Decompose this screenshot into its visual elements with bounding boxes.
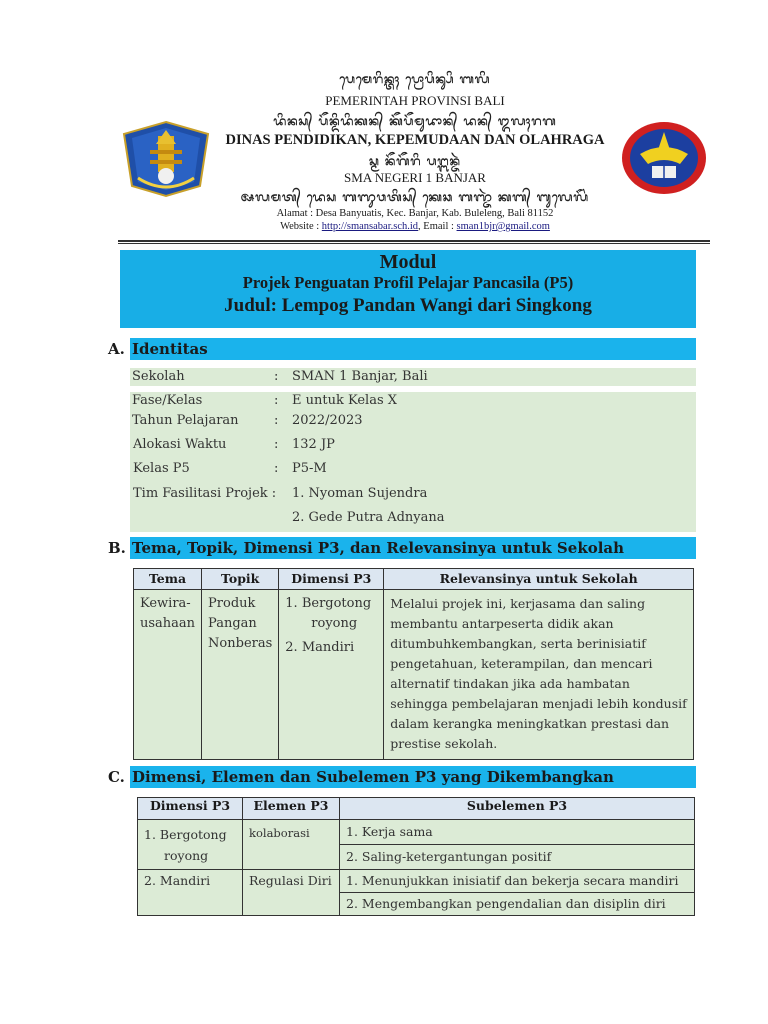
section-c-title: Dimensi, Elemen dan Subelemen P3 yang Dikembangkan <box>130 766 696 788</box>
dimensi-item-cont: royong <box>311 616 358 631</box>
letterhead-rule-thin <box>118 243 710 244</box>
header-relevansi: Relevansinya untuk Sekolah <box>384 569 694 590</box>
tema-line: usahaan <box>140 616 196 631</box>
section-c-header <box>108 766 696 788</box>
balinese-script-line-4: ᬅᬮᬫᬢ᭄ ᬤᬾᬲ ᬩᬜᬸᬯᬢᬶᬲ᭄ ᬓᬾᬘ ᬩᬜ᭄ᬚᬃ ᬓᬩ᭄ ᬩᬸᬮᬾᬮᭂᬂ <box>240 190 590 204</box>
topik-line: Pangan <box>208 616 257 631</box>
header-topik: Topik <box>202 569 279 590</box>
table-row <box>138 820 695 845</box>
tema-table-header <box>134 569 694 590</box>
cell-subelemen: 2. Saling-ketergantungan positif <box>340 845 695 870</box>
label-fase-kelas: Fase/Kelas <box>132 393 203 408</box>
table-row <box>138 870 695 893</box>
module-title-box <box>120 250 696 328</box>
department-name: DINAS PENDIDIKAN, KEPEMUDAAN DAN OLAHRAGA <box>225 132 605 148</box>
website-link[interactable]: http://smansabar.sch.id <box>321 221 419 232</box>
colon: : <box>274 369 279 384</box>
label-tim-fasilitasi: Tim Fasilitasi Projek : <box>133 486 277 501</box>
dimensi-line: 1. Bergotong <box>144 827 227 842</box>
section-c-letter: C. <box>108 768 125 786</box>
bali-province-logo <box>120 120 212 198</box>
colon: : <box>274 413 279 428</box>
section-b-title: Tema, Topik, Dimensi P3, dan Relevansinya untuk Sekolah <box>130 537 696 559</box>
school-logo <box>620 120 708 196</box>
colon: : <box>274 393 279 408</box>
school-name: SMA NEGERI 1 BANJAR <box>344 170 486 185</box>
topik-line: Nonberas <box>208 636 273 651</box>
cell-dimensi-mandiri: 2. Mandiri <box>138 870 243 916</box>
header-subelemen-p3: Subelemen P3 <box>340 798 695 820</box>
label-alokasi-waktu: Alokasi Waktu <box>133 437 227 452</box>
cell-subelemen: 1. Kerja sama <box>340 820 695 845</box>
value-alokasi-waktu: 132 JP <box>292 437 335 452</box>
balinese-script-line-3: ᬲ᭄ᬫ ᬦᭂᬕᭂᬭᬶ ᬧᬗ᭄ᬩᬦ᭄ᬚᬃ <box>369 154 461 168</box>
dimensi-item: 1. Bergotong <box>285 596 372 611</box>
tema-table <box>133 568 694 760</box>
cell-subelemen: 1. Menunjukkan inisiatif dan bekerja secara mandiri <box>340 870 695 893</box>
letterhead-rule <box>118 240 710 242</box>
identitas-row-alokasi <box>133 437 693 452</box>
section-b-letter: B. <box>108 539 126 557</box>
project-name: Projek Penguatan Profil Pelajar Pancasila (P5) <box>242 273 574 292</box>
section-a-letter: A. <box>108 340 125 358</box>
value-sekolah: SMAN 1 Banjar, Bali <box>292 369 428 384</box>
label-tahun-pelajaran: Tahun Pelajaran <box>132 413 239 428</box>
dimensi-table <box>137 797 695 916</box>
cell-subelemen: 2. Mengembangkan pengendalian dan disiplin diri <box>340 893 695 916</box>
section-a-header <box>108 338 696 360</box>
header-tema: Tema <box>134 569 202 590</box>
module-judul: Judul: Lempog Pandan Wangi dari Singkong <box>224 295 592 316</box>
email-label: , Email : <box>418 221 457 232</box>
dimensi-line: royong <box>164 848 209 863</box>
value-fasilitator-1: 1. Nyoman Sujendra <box>292 486 428 501</box>
cell-elemen-regulasi-diri: Regulasi Diri <box>243 870 340 916</box>
header-elemen-p3: Elemen P3 <box>243 798 340 820</box>
module-heading: Modul <box>379 251 437 273</box>
value-fase-kelas: E untuk Kelas X <box>292 393 397 408</box>
identitas-row-tim <box>133 486 693 501</box>
website-label: Website : <box>280 221 322 232</box>
tema-table-row <box>134 590 694 760</box>
dimensi-item: 2. Mandiri <box>285 640 355 655</box>
cell-dimensi-gotong-royong <box>138 820 243 870</box>
contact-line <box>210 221 620 232</box>
identitas-row-tahun <box>132 413 692 428</box>
colon: : <box>274 437 279 452</box>
colon: : <box>274 461 279 476</box>
header-dimensi: Dimensi P3 <box>279 569 384 590</box>
cell-relevansi: Melalui projek ini, kerjasama dan saling membantu antarpeserta didik akan ditumbuhkembangkan, serta berinisiatif pengetahuan, keterampilan, dan mencari alternatif tindakan jika ada hambatan sehingga pembelajaran menjadi lebih kondusif dalam kerangka meningkatkan prestasi dan prestise sekolah. <box>384 590 694 760</box>
value-fasilitator-2: 2. Gede Putra Adnyana <box>292 510 445 525</box>
cell-tema <box>134 590 202 760</box>
topik-line: Produk <box>208 596 256 611</box>
identitas-row-sekolah <box>132 369 692 384</box>
cell-topik <box>202 590 279 760</box>
cell-dimensi <box>279 590 384 760</box>
identitas-row-kelas-p5 <box>133 461 693 476</box>
balinese-script-line-2: ᬤᬶᬦᬲ᭄ ᬧᭂᬦ᭄ᬤᬶᬤᬶᬓᬦ᭄ ᬓᭂᬧᭂᬫᬸᬤᬵᬦ᭄ ᬤᬦ᭄ ᬑᬮᬄᬭᬕ <box>273 114 557 128</box>
label-sekolah: Sekolah <box>132 369 185 384</box>
section-a-title: Identitas <box>130 338 696 360</box>
header-dimensi-p3: Dimensi P3 <box>138 798 243 820</box>
dimensi-table-header <box>138 798 695 820</box>
address: Alamat : Desa Banyuatis, Kec. Banjar, Kab. Buleleng, Bali 81152 <box>276 208 554 219</box>
cell-elemen-kolaborasi: kolaborasi <box>243 820 340 870</box>
government-name: PEMERINTAH PROVINSI BALI <box>325 93 505 108</box>
value-kelas-p5: P5-M <box>292 461 327 476</box>
tema-line: Kewira- <box>140 596 191 611</box>
identitas-row-fase <box>132 393 692 408</box>
email-link[interactable]: sman1bjr@gmail.com <box>456 221 550 232</box>
label-kelas-p5: Kelas P5 <box>133 461 190 476</box>
value-tahun-pelajaran: 2022/2023 <box>292 413 363 428</box>
section-b-header <box>108 537 696 559</box>
balinese-script-line-1: ᬧᬾᬫᬾᬭᬶᬦ᭄ᬢᬄ ᬧ᭄ᬭᭀᬧᬶᬦ᭄ᬲᬶ ᬩᬮᬶ <box>339 72 491 86</box>
